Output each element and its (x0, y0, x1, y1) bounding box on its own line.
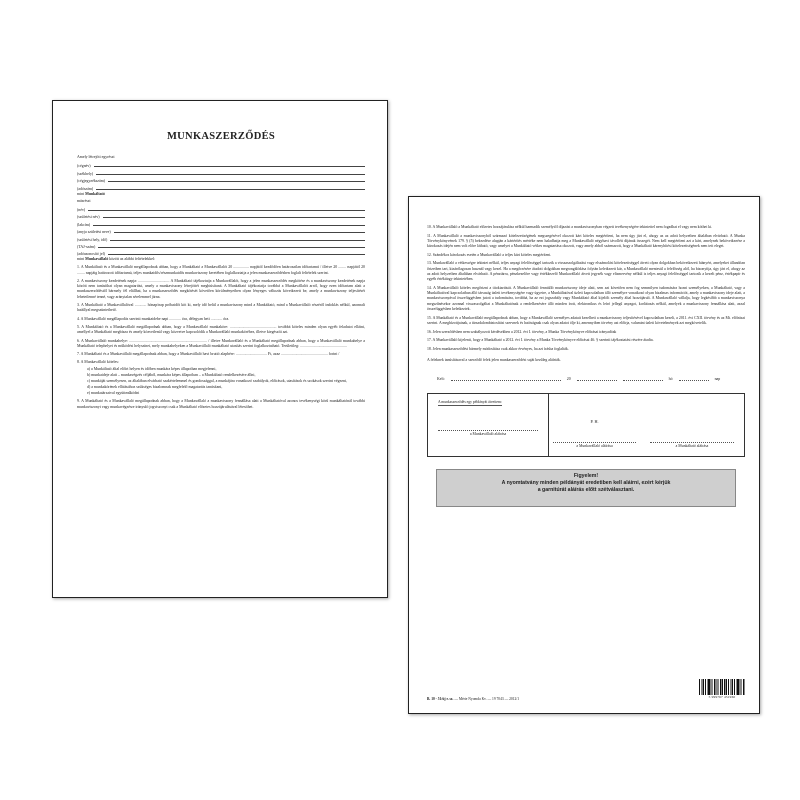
form-footer: B. 10 - 51/új r. sz. — Mérie Nyomda Kv. — 19 7043 — 2012/1 (427, 697, 520, 701)
employee-role: mint Munkavállaló között az alábbi feltételekkel: (77, 257, 156, 262)
clause-9: 9. A Munkáltató és a Munkavállaló megállapodnak abban, hogy a Munkavállaló a munkaviszony fennállása alatt a Munkáltatóval azonos tevékenységi körű munkáltatónál további munkaviszonyt vagy munkavégzésre irányuló jogviszonyt csak a Munkáltató előzetes hozzájárulásával létesíthet. (77, 399, 365, 409)
clause-13: 13. Munkavállaló a vétkességre tekintet nélkül, teljes anyagi felelősséggel tartozik a visszaszolgáltatási vagy elszámolási kötelezettséggel átvett olyan dolgokban bekövetkezett hiányért, amelyeket állandóan őrizetben tart, kizárólagosan használ vagy kezel. Ha a megőrzésére átadott dolgokban megrongálódása folytán keletkezett kár, a Munkavállaló mentesül a felelősség alól, ha bizonyítja, úgy járt el, ahogy az az adott helyzetben általában elvárható. A pénztárra, pénzkezelőre vagy értékkezelő Munkavállaló átvett jegyzék vagy elismervény nélkül is teljes anyagi felelősséggel tartozik a kezelt pénz, értékpapír és egyéb értéktárgy tekintetében. (427, 261, 745, 282)
employee-field[interactable]: (anyja születési neve) (77, 227, 365, 234)
document-title: MUNKASZERZŐDÉS (166, 131, 276, 142)
employer-signature-area[interactable] (640, 394, 744, 456)
stamp-area (549, 394, 640, 456)
month-input[interactable] (623, 377, 663, 381)
day-input[interactable] (679, 377, 709, 381)
clause-15: 15. A Munkáltató és a Munkavállaló megállapodnak abban, hogy a Munkavállaló személyes adatait kezelheti a munkaviszony teljesítésével kapcsolatban kezeli, a 2011. évi CXII. törvény és az Mt. előírásai szerint. A megbízottjainak, a társadalombiztosítási szervnek és hatóságnak csak olyan adatot ölje ki, amennyiben törvény azt előírja, valamint üzleti követelmények azt megkövetelik. (427, 315, 745, 325)
notice-box (436, 469, 736, 507)
obligation-item: e) munkatársaival együttműködni (87, 391, 140, 396)
employer-signature-label: a Munkáltató aláírása (650, 442, 734, 448)
employer-field[interactable]: (székhely) (77, 168, 365, 175)
closing-statement: A feleknek tanúsításaval a szerződő felek jelen munkaszerződést saját kezűleg aláírták. (427, 358, 561, 363)
employee-field[interactable]: (lakcím) (77, 219, 365, 226)
stamp-label: P. H. (590, 419, 599, 425)
notice-line: a garnitúrát aláírás előtt szétválasztani. (537, 487, 635, 494)
clause-11: 11. A Munkavállaló a munkaviszonyból származó kötelezettségének megszegésével okozott kárt köteles megtéríteni, ha nem úgy járt el, ahogy az az adott helyzetben általában elvárható. A Munka Törvénykönyvének 179. § (5) bekezdése alapján a kártérítés mértéke nem haladhatja meg a Munkavállaló négyhavi távolléti díjának összegét. Nem kell megtéríteni azt a kárt, amelynek bekövetkezése a károkozás idején nem volt előre látható, vagy amelyet a Munkáltató vétkes magatartása okozott, vagy amely abból származott, hogy a Munkáltató kárenyhítési kötelezettségének nem tett eleget. (427, 233, 745, 249)
clause-12: 12. Szándékos károkozás esetén a Munkavállaló a teljes kárt köteles megtéríteni. (427, 252, 552, 257)
clause-16: 16. Jelen szerződésben nem szabályozott kérdésekben a 2012. évi I. törvény, a Munka Törvénykönyve előírásai irányadóak (427, 329, 617, 334)
place-date-row[interactable]: Kelt: 20 hó nap (437, 377, 721, 382)
employee-field[interactable]: (születési név) (77, 212, 365, 219)
obligation-item: b) munkaideje alatt – munkavégzés céljából, munkára képes állapotban – a Munkáltató rendelkezésére állni, (87, 372, 256, 377)
clause-17: 17. A Munkavállaló kijelenti, hogy a Munkáltató a 2012. évi I. törvény a Munka Törvénykönyve előírásai 46. § szerinti tájékoztatást részére átadta. (427, 338, 654, 343)
year-input[interactable] (577, 377, 617, 381)
clause-1: 1. A Munkáltató és a Munkavállaló megállapodnak abban, hogy a Munkáltató a Munkavállalót 20 ................ napjától kezdődően határozatlan időtartamú / illetve 20 ........ napjától 20 ........ napjáig határozott időtartamú, teljes munkaidős/részmunkaidős munkaviszony keretében foglalkoztatja a jelen munkaszerződésben foglalt feltételek szerint. (77, 265, 365, 275)
employee-field[interactable]: (adóazonosító jel) (77, 249, 365, 256)
receipt-heading: A munkaszerződés egy példányát átvettem: (438, 400, 502, 405)
employee-signature-label-2: a Munkavállaló aláírása (553, 442, 636, 448)
employer-field[interactable]: (adószám) (77, 183, 365, 190)
employee-signature-area[interactable] (428, 394, 549, 456)
notice-line: A nyomtatvány minden példányát eredetiben kell aláírni, ezért kérjük (501, 480, 671, 487)
clause-10: 10. A Munkavállaló a Munkáltató előzetes hozzájárulása nélkül harmadik személytől díjazást a munkaviszonyban végzett tevékenységére tekintettel nem fogadhat el vagy nem köthet ki. (427, 225, 713, 229)
masreszt-text: másrészt (77, 198, 91, 203)
clause-3: 3. A Munkáltató a Munkavállalóval ............ hónap/nap próbaidőt köt ki, mely idő belül a munkaviszony mind a Munkáltató, mind a Munkavállaló részéről indoklás nélkül, azonnali hatállyal megszüntethető. (77, 303, 365, 313)
barcode (699, 679, 745, 701)
notice-heading: Figyelem! (573, 473, 599, 480)
obligation-item: c) munkáját személyesen, az általában elvárható szakértelemmel és gondossággal, a munkájára vonatkozó szabályok, előírások, utasítások és szokások szerint végezni, (87, 378, 348, 383)
contract-page-2 (408, 196, 760, 714)
obligation-item: a) a Munkáltató által előírt helyen és időben munkára képes állapotban megjelenni, (87, 366, 217, 371)
employer-field[interactable]: (cégnév) (77, 161, 365, 168)
clause-2: 2. A munkaviszony kezdetének napja: ................................ A Munkáltató tájékoztatja a Munkavállalót, hogy a jelen munkaszerződés megkötése és a munkaviszony kezdetének napja között nem tanúsíthat olyan magatartást, amely a munkaviszony létrejöttét meghiúsítaná. A Munkáltató tájékoztatja továbbá a Munkavállalót arról, hogy ezen időtartam alatt a munkaszerződéstől bármely fél elállhat, ha a munkaszerződés megkötését követően körülményeiben olyan lényeges változás következett be, amely a munkaviszony teljesítését lehetetlenné tenné, vagy aránytalan sérelemmel járna. (77, 278, 365, 299)
clause-6: 6. A Munkavállaló munkahelye: ................................................................................ / illetve Munkavállaló és a Munkáltató megállapodnak abban, hogy a Munkavállaló munkahelye a Munkáltató telephelyei és működési helyszínei, mely munkahelyeken a Munkavállaló munkáltató utasítás szerint foglalkoztatható. Területileg: ................................................ (77, 338, 365, 348)
employee-signature-label: a Munkavállaló aláírása (438, 430, 538, 436)
clause-7: 7. A Munkáltató és a Munkavállaló megállapodnak abban, hogy a Munkavállaló havi bruttó alapbére: ................................ Ft, azaz ................................................ forint / (77, 352, 340, 357)
employer-field[interactable]: (cégjegyzékszám) (77, 176, 365, 183)
employer-role: mint Munkáltató (77, 191, 105, 196)
place-input[interactable] (451, 377, 561, 381)
obligation-item: d) a munkakörének ellátásához szükséges bizalomnak megfelelő magatartás tanúsítani, (87, 385, 223, 390)
employee-field[interactable]: (TAJ-szám) (77, 242, 365, 249)
barcode-number: 5 999767 451960 (708, 695, 736, 699)
clause-4: 4. A Munkavállaló megállapodás szerinti munkaidebe napi ............ óra, délegyan heti ............ óra. (77, 316, 230, 321)
signature-box (427, 393, 745, 457)
barcode-bars (699, 679, 745, 695)
clause-8: 8. A Munkavállaló köteles: (77, 360, 119, 365)
employee-field[interactable]: (születési hely, idő) (77, 234, 365, 241)
contract-page-1 (52, 100, 388, 598)
clause-5: 5. A Munkáltató és a Munkavállaló megállapodnak abban, hogy a Munkavállaló munkaköre: ................................................ továbbá köteles minden olyan egyéb feladatot ellátni, amellyel a Munkáltató megbízza és amely közvetlenül vagy közvetve kapcsolódik a Munkavállaló munkaköréhez, illetve kiegészíti azt. (77, 324, 365, 335)
intro-text: Amely létrejött egyrészt (77, 155, 115, 159)
clause-18: 18. Jelen munkaszerződést bármely módosítása csak akkor érvényes, ha azt írásba foglalták. (427, 346, 569, 351)
clause-14: 14. A Munkavállaló köteles megőrizni a titoktartását. A Munkavállaló fenntálló munkaviszony ideje alatt, sem azt követően nem fog semmilyen tudomására hozni személyeken, a Munkáltató, vagy a Munkáltatóval kapcsolatban álló társaság üzleti tevékenységére vagy ügyeire, a Munkáltatóval üzleti kapcsolatban álló személyre vonatkozó olyan bizalmas információt, amely a munkaviszony ideje alatt, a munkaviszonyával összefüggésben jutott a tudomására, továbbá, ha az ezt jogszabály vagy Munkáltató által kijelölt személy által hozzájárult. A Munkavállaló vállalja, hogy legkésőbb a munkaviszonya megszűnésekor azonnal visszaszolgáltat a Munkáltatónak a rendelkezésére álló minden írott, elektronikus és leíró jellegű anyagot, korlátozás nélkül, amelyek a munkaviszony fennállása alatt, azzal összefüggésben keletkeztek. (427, 285, 745, 312)
employee-field[interactable]: (név) (77, 205, 365, 212)
